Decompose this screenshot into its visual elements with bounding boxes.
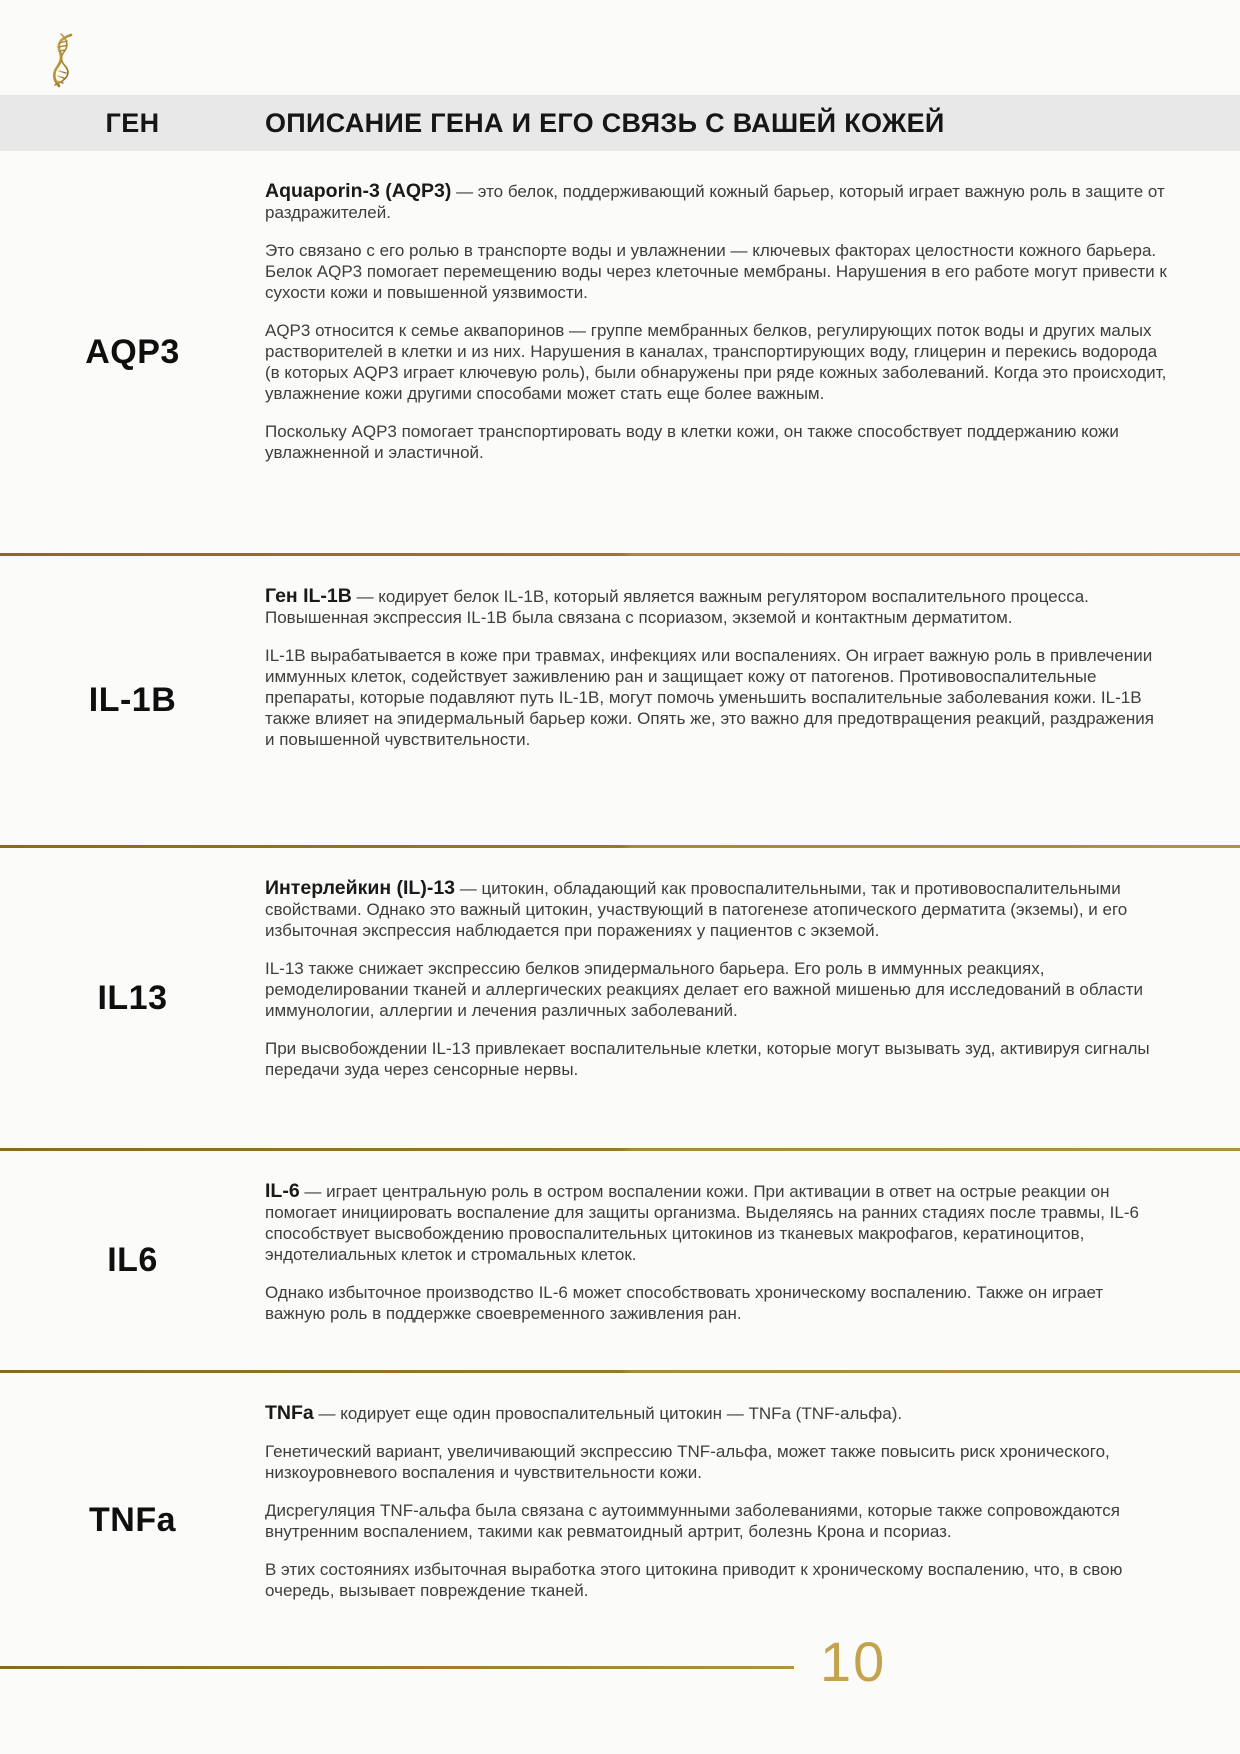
description-paragraph <box>265 240 1168 303</box>
description-paragraph <box>265 1441 1168 1483</box>
paragraph-text: AQP3 относится к семье аквапоринов — группе мембранных белков, регулирующих поток воды и других малых растворителей в клетки и из них. Нарушения в каналах, транспортирующих воду, глицерин и перекись водорода (в которых AQP3 играет ключевую роль), были обнаружены при ряде кожных заболеваний. Когда это происходит, увлажнение кожи другими способами может стать еще более важным. <box>265 321 1167 403</box>
paragraph-text: — цитокин, обладающий как провоспалительными, так и противовоспалительными свойствами. Однако это важный цитокин, участвующий в патогенезе атопического дерматита (экземы), и его избыточная экспрессия наблюдается при поражениях у пациентов с экземой. <box>265 879 1128 940</box>
dna-logo-icon <box>46 32 78 90</box>
description-paragraph <box>265 320 1168 404</box>
gene-lead-term: Aquaporin-3 (AQP3) <box>265 180 452 202</box>
paragraph-text: Однако избыточное производство IL-6 может способствовать хроническому воспалению. Также он играет важную роль в поддержке своевременного заживления ран. <box>265 1283 1104 1323</box>
paragraph-text: Генетический вариант, увеличивающий экспрессию TNF-альфа, может также повысить риск хронического, низкоуровневого воспаления и чувствительности кожи. <box>265 1442 1110 1482</box>
paragraph-text: Дисрегуляция TNF-альфа была связана с аутоиммунными заболеваниями, которые также сопровождаются внутренним воспалением, такими как ревматоидный артрит, болезнь Крона и псориаз. <box>265 1501 1120 1541</box>
description-paragraph <box>265 1038 1168 1080</box>
gene-lead-term: Интерлейкин (IL)-13 <box>265 877 456 899</box>
gene-lead-term: IL-6 <box>265 1180 300 1202</box>
gene-table <box>0 151 1240 1668</box>
gene-description <box>265 848 1240 1148</box>
paragraph-text: Это связано с его ролью в транспорте воды и увлажнении — ключевых факторах целостности кожного барьера. Белок AQP3 помогает перемещению воды через клеточные мембраны. Нарушения в его работе могут привести к сухости кожи и повышенной уязвимости. <box>265 241 1167 302</box>
table-row <box>0 845 1240 1148</box>
footer-rule <box>0 1666 794 1669</box>
gene-description <box>265 556 1240 845</box>
paragraph-text: — это белок, поддерживающий кожный барьер, который играет важную роль в защите от раздражителей. <box>265 182 1165 222</box>
gene-lead-term: Ген IL-1B <box>265 585 352 607</box>
table-row <box>0 151 1240 553</box>
paragraph-text: — играет центральную роль в остром воспалении кожи. При активации в ответ на острые реакции он помогает инициировать воспаление для защиты организма. Выделяясь на ранних стадиях после травмы, IL-6 способствует высвобождению провоспалительных цитокинов из тканевых макрофагов, кератиноцитов, эндотелиальных клеток и стромальных клеток. <box>265 1182 1139 1264</box>
table-row <box>0 1370 1240 1668</box>
paragraph-text: — кодирует белок IL-1B, который является важным регулятором воспалительного процесса. Повышенная экспрессия IL-1B была связана с псориазом, экземой и контактным дерматитом. <box>265 587 1089 627</box>
gene-name: IL-1B <box>88 681 177 719</box>
column-header-description: ОПИСАНИЕ ГЕНА И ЕГО СВЯЗЬ С ВАШЕЙ КОЖЕЙ <box>265 107 945 138</box>
description-paragraph <box>265 645 1168 750</box>
description-paragraph <box>265 586 1168 628</box>
paragraph-text: IL-13 также снижает экспрессию белков эпидермального барьера. Его роль в иммунных реакциях, ремоделировании тканей и аллергических реакциях делает его важной мишенью для исследований в области иммунологии, аллергии и лечения различных заболеваний. <box>265 959 1144 1020</box>
paragraph-text: Поскольку AQP3 помогает транспортировать воду в клетки кожи, он также способствует поддержанию кожи увлажненной и эластичной. <box>265 422 1119 462</box>
gene-name: IL13 <box>97 978 168 1017</box>
table-header <box>0 95 1240 151</box>
gene-name: TNFa <box>89 1501 176 1539</box>
column-header-gene: ГЕН <box>105 107 160 138</box>
page-number: 10 <box>820 1630 887 1693</box>
description-paragraph <box>265 1559 1168 1601</box>
paragraph-text: При высвобождении IL-13 привлекает воспалительные клетки, которые могут вызывать зуд, активируя сигналы передачи зуда через сенсорные нервы. <box>265 1039 1150 1079</box>
gene-description <box>265 151 1240 553</box>
table-row <box>0 1148 1240 1370</box>
gene-lead-term: TNFa <box>265 1402 314 1424</box>
description-paragraph <box>265 1181 1168 1265</box>
paragraph-text: IL-1B вырабатывается в коже при травмах, инфекциях или воспалениях. Он играет важную роль в привлечении иммунных клеток, содействует заживлению ран и защищает кожу от патогенов. Противовоспалительные препараты, которые подавляют путь IL-1B, могут помочь уменьшить воспалительные заболевания кожи. IL-1B также влияет на эпидермальный барьер кожи. Опять же, это важно для предотвращения реакций, раздражения и повышенной чувствительности. <box>265 646 1154 749</box>
description-paragraph <box>265 1282 1168 1324</box>
gene-name: AQP3 <box>85 332 180 371</box>
description-paragraph <box>265 421 1168 463</box>
description-paragraph <box>265 1403 1168 1424</box>
paragraph-text: В этих состояниях избыточная выработка этого цитокина приводит к хроническому воспалению, что, в свою очередь, вызывает повреждение тканей. <box>265 1560 1123 1600</box>
description-paragraph <box>265 1500 1168 1542</box>
table-row <box>0 553 1240 845</box>
gene-description <box>265 1151 1240 1370</box>
paragraph-text: — кодирует еще один провоспалительный цитокин — TNFa (TNF-альфа). <box>313 1404 903 1423</box>
description-paragraph <box>265 181 1168 223</box>
description-paragraph <box>265 878 1168 941</box>
gene-description <box>265 1373 1240 1668</box>
description-paragraph <box>265 958 1168 1021</box>
gene-name: IL6 <box>107 1241 158 1279</box>
